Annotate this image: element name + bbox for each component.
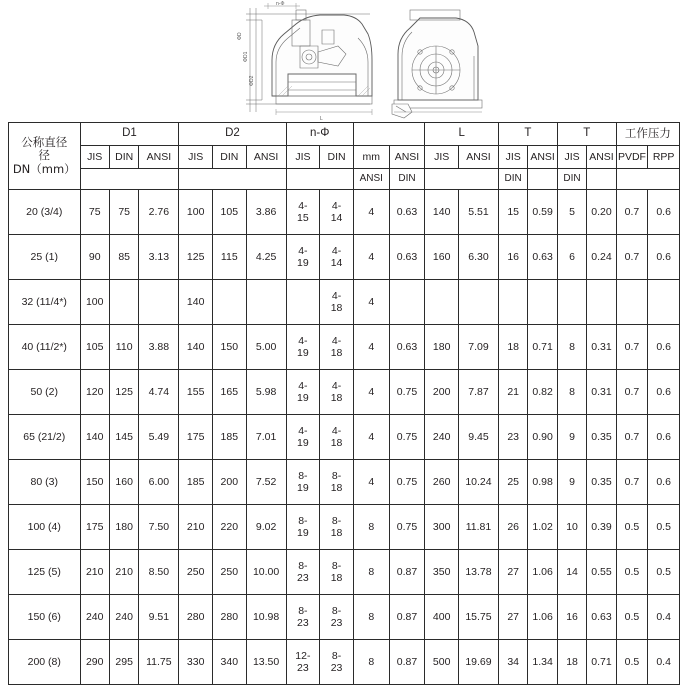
cell-l-ansi: 19.69	[459, 640, 499, 685]
cell-d2-ansi: 4.25	[246, 235, 286, 280]
cell-mm: 8	[353, 550, 389, 595]
cell-pvdf: 0.5	[616, 595, 648, 640]
cell-mm: 4	[353, 415, 389, 460]
header-t2-jis: JIS	[557, 146, 586, 169]
cell-d2-jis: 330	[179, 640, 213, 685]
header-t1: T	[498, 123, 557, 146]
cell-t2-jis: 8	[557, 325, 586, 370]
cell-pvdf: 0.5	[616, 640, 648, 685]
cell-d2-ansi: 5.00	[246, 325, 286, 370]
header-d2: D2	[179, 123, 286, 146]
cell-d2-ansi: 9.02	[246, 505, 286, 550]
cell-t2-ansi: 0.39	[587, 505, 616, 550]
cell-dn: 32 (11/4*)	[9, 280, 81, 325]
cell-d1-jis: 175	[80, 505, 109, 550]
cell-l-jis: 200	[425, 370, 459, 415]
cell-t1-jis: 27	[498, 595, 527, 640]
cell-d1-din: 110	[109, 325, 138, 370]
cell-d1-ansi: 2.76	[139, 190, 179, 235]
cell-t1-jis: 25	[498, 460, 527, 505]
cell-d1-ansi: 9.51	[139, 595, 179, 640]
table-row	[9, 595, 680, 640]
header-working-pressure: 工作压力	[616, 123, 679, 146]
cell-mm-ansi: 0.87	[389, 595, 425, 640]
table-row	[9, 460, 680, 505]
table-row	[9, 550, 680, 595]
cell-t2-ansi: 0.24	[587, 235, 616, 280]
cell-t2-ansi	[587, 280, 616, 325]
cell-t2-jis: 9	[557, 415, 586, 460]
cell-nphi-jis: 4- 19	[286, 325, 320, 370]
header-nphi-blank	[286, 169, 353, 190]
cell-rpp: 0.5	[648, 505, 680, 550]
header-l-jis: JIS	[425, 146, 459, 169]
header-nphi: n-Φ	[286, 123, 353, 146]
header-subrow-2	[9, 169, 680, 190]
cell-d2-ansi: 13.50	[246, 640, 286, 685]
cell-d2-din: 250	[212, 550, 246, 595]
cell-d1-jis: 90	[80, 235, 109, 280]
cell-rpp: 0.6	[648, 235, 680, 280]
cell-t1-jis: 15	[498, 190, 527, 235]
technical-drawing	[0, 0, 688, 122]
cell-rpp: 0.6	[648, 460, 680, 505]
cell-dn: 150 (6)	[9, 595, 81, 640]
cell-d1-jis: 105	[80, 325, 109, 370]
cell-d2-ansi: 10.98	[246, 595, 286, 640]
cell-mm-ansi: 0.63	[389, 325, 425, 370]
header-l-blank	[425, 169, 499, 190]
cell-d1-ansi	[139, 280, 179, 325]
cell-mm: 4	[353, 190, 389, 235]
cell-d1-din: 75	[109, 190, 138, 235]
cell-t1-jis: 27	[498, 550, 527, 595]
header-t2-sub: DIN	[557, 169, 586, 190]
cell-nphi-jis: 8- 23	[286, 550, 320, 595]
header-nphi-din: DIN	[320, 146, 354, 169]
cell-t1-ansi: 1.34	[528, 640, 557, 685]
cell-rpp: 0.5	[648, 550, 680, 595]
dim-label-l: L	[320, 116, 323, 122]
header-pvdf: PVDF	[616, 146, 648, 169]
cell-l-jis: 300	[425, 505, 459, 550]
cell-l-ansi: 15.75	[459, 595, 499, 640]
specification-table	[8, 122, 680, 685]
cell-pvdf: 0.7	[616, 235, 648, 280]
cell-mm: 8	[353, 505, 389, 550]
cell-t2-jis: 5	[557, 190, 586, 235]
cell-l-jis: 140	[425, 190, 459, 235]
cell-t2-ansi: 0.31	[587, 370, 616, 415]
cell-l-ansi: 10.24	[459, 460, 499, 505]
cell-l-ansi: 11.81	[459, 505, 499, 550]
cell-mm: 4	[353, 235, 389, 280]
cell-d1-din: 240	[109, 595, 138, 640]
cell-d2-jis: 175	[179, 415, 213, 460]
cell-mm: 4	[353, 325, 389, 370]
header-t2: T	[557, 123, 616, 146]
cell-d2-ansi: 5.98	[246, 370, 286, 415]
cell-l-jis: 500	[425, 640, 459, 685]
cell-nphi-din: 4- 18	[320, 415, 354, 460]
cell-d2-din: 340	[212, 640, 246, 685]
cell-t1-ansi: 0.82	[528, 370, 557, 415]
cell-rpp: 0.6	[648, 325, 680, 370]
cell-t2-jis: 16	[557, 595, 586, 640]
cell-l-ansi: 6.30	[459, 235, 499, 280]
cell-l-jis: 180	[425, 325, 459, 370]
dim-label-d2: ΦD2	[249, 75, 255, 86]
cell-rpp: 0.6	[648, 370, 680, 415]
cell-t2-ansi: 0.35	[587, 460, 616, 505]
cell-t2-ansi: 0.71	[587, 640, 616, 685]
cell-t1-jis: 34	[498, 640, 527, 685]
cell-t1-ansi: 0.71	[528, 325, 557, 370]
table-row	[9, 235, 680, 280]
cell-nphi-din: 8- 18	[320, 505, 354, 550]
cell-nphi-jis: 8- 19	[286, 505, 320, 550]
cell-d2-ansi: 10.00	[246, 550, 286, 595]
cell-d2-din: 150	[212, 325, 246, 370]
cell-nphi-jis: 8- 23	[286, 595, 320, 640]
cell-d1-din: 180	[109, 505, 138, 550]
header-subrow	[9, 146, 680, 169]
cell-d1-ansi: 3.13	[139, 235, 179, 280]
header-nphi-jis: JIS	[286, 146, 320, 169]
cell-l-ansi	[459, 280, 499, 325]
cell-nphi-jis	[286, 280, 320, 325]
cell-dn: 100 (4)	[9, 505, 81, 550]
cell-dn: 50 (2)	[9, 370, 81, 415]
header-l-ansi: ANSI	[459, 146, 499, 169]
cell-d2-jis: 250	[179, 550, 213, 595]
cell-mm: 4	[353, 280, 389, 325]
cell-rpp: 0.4	[648, 640, 680, 685]
cell-l-ansi: 7.09	[459, 325, 499, 370]
header-mm-ansi: ANSI	[389, 146, 425, 169]
cell-d1-din: 145	[109, 415, 138, 460]
cell-d1-ansi: 5.49	[139, 415, 179, 460]
valve-drawing-svg	[0, 0, 688, 122]
cell-t2-jis: 14	[557, 550, 586, 595]
cell-t1-jis: 21	[498, 370, 527, 415]
cell-t1-ansi: 1.06	[528, 550, 557, 595]
cell-nphi-jis: 4- 19	[286, 235, 320, 280]
cell-d2-din: 105	[212, 190, 246, 235]
cell-pvdf: 0.5	[616, 550, 648, 595]
table-header	[9, 123, 680, 190]
cell-t2-jis: 6	[557, 235, 586, 280]
cell-nphi-din: 4- 14	[320, 235, 354, 280]
cell-dn: 125 (5)	[9, 550, 81, 595]
cell-d2-jis: 210	[179, 505, 213, 550]
header-row-group	[9, 123, 680, 146]
cell-d1-ansi: 7.50	[139, 505, 179, 550]
cell-t1-ansi: 0.98	[528, 460, 557, 505]
cell-rpp	[648, 280, 680, 325]
cell-t2-jis: 8	[557, 370, 586, 415]
cell-d1-din	[109, 280, 138, 325]
cell-t2-jis: 9	[557, 460, 586, 505]
table-row	[9, 415, 680, 460]
header-d2-jis: JIS	[179, 146, 213, 169]
cell-dn: 25 (1)	[9, 235, 81, 280]
cell-d1-jis: 210	[80, 550, 109, 595]
cell-d1-din: 125	[109, 370, 138, 415]
cell-d1-jis: 150	[80, 460, 109, 505]
cell-d2-jis: 280	[179, 595, 213, 640]
cell-d2-jis: 140	[179, 280, 213, 325]
cell-mm: 8	[353, 595, 389, 640]
cell-mm-ansi: 0.75	[389, 460, 425, 505]
cell-d1-ansi: 6.00	[139, 460, 179, 505]
cell-t2-ansi: 0.31	[587, 325, 616, 370]
cell-nphi-din: 8- 23	[320, 640, 354, 685]
header-d2-din: DIN	[212, 146, 246, 169]
cell-t1-jis: 18	[498, 325, 527, 370]
cell-mm-ansi: 0.63	[389, 235, 425, 280]
cell-t1-ansi: 0.90	[528, 415, 557, 460]
header-t1-jis: JIS	[498, 146, 527, 169]
cell-d2-din: 220	[212, 505, 246, 550]
cell-t1-ansi: 0.63	[528, 235, 557, 280]
cell-l-ansi: 5.51	[459, 190, 499, 235]
cell-pvdf	[616, 280, 648, 325]
cell-d2-jis: 125	[179, 235, 213, 280]
table-row	[9, 640, 680, 685]
dim-label-d: ΦD	[237, 32, 243, 40]
cell-t2-jis: 10	[557, 505, 586, 550]
cell-d1-jis: 75	[80, 190, 109, 235]
cell-d1-jis: 290	[80, 640, 109, 685]
table-body	[9, 190, 680, 685]
table-row	[9, 190, 680, 235]
cell-rpp: 0.4	[648, 595, 680, 640]
cell-d2-jis: 185	[179, 460, 213, 505]
cell-l-ansi: 7.87	[459, 370, 499, 415]
cell-mm: 4	[353, 370, 389, 415]
cell-d2-din: 165	[212, 370, 246, 415]
cell-d1-jis: 240	[80, 595, 109, 640]
cell-t2-jis	[557, 280, 586, 325]
header-l-sub: DIN	[389, 169, 425, 190]
header-dn: 公称直径 径 DN（mm）	[9, 123, 81, 190]
cell-l-jis: 240	[425, 415, 459, 460]
cell-d1-ansi: 8.50	[139, 550, 179, 595]
header-l: L	[425, 123, 499, 146]
cell-d1-jis: 120	[80, 370, 109, 415]
cell-d1-din: 210	[109, 550, 138, 595]
cell-d1-jis: 100	[80, 280, 109, 325]
cell-t1-jis: 26	[498, 505, 527, 550]
header-mm-sub: ANSI	[353, 169, 389, 190]
cell-d2-din: 280	[212, 595, 246, 640]
cell-rpp: 0.6	[648, 190, 680, 235]
cell-d1-ansi: 3.88	[139, 325, 179, 370]
cell-l-jis: 400	[425, 595, 459, 640]
cell-t2-ansi: 0.55	[587, 550, 616, 595]
cell-nphi-jis: 4- 19	[286, 415, 320, 460]
cell-d2-ansi: 7.52	[246, 460, 286, 505]
cell-t1-ansi: 1.02	[528, 505, 557, 550]
cell-t1-ansi	[528, 280, 557, 325]
cell-d2-ansi	[246, 280, 286, 325]
cell-d1-din: 85	[109, 235, 138, 280]
cell-t1-jis: 23	[498, 415, 527, 460]
cell-pvdf: 0.7	[616, 190, 648, 235]
cell-d2-din: 200	[212, 460, 246, 505]
cell-mm-ansi: 0.63	[389, 190, 425, 235]
cell-mm: 8	[353, 640, 389, 685]
cell-t2-ansi: 0.20	[587, 190, 616, 235]
cell-t1-jis	[498, 280, 527, 325]
cell-d1-jis: 140	[80, 415, 109, 460]
header-spacer-mm	[353, 123, 425, 146]
cell-nphi-jis: 4- 19	[286, 370, 320, 415]
cell-mm-ansi: 0.87	[389, 640, 425, 685]
header-t1-sub: DIN	[498, 169, 527, 190]
cell-t1-jis: 16	[498, 235, 527, 280]
cell-l-jis: 260	[425, 460, 459, 505]
cell-l-jis: 160	[425, 235, 459, 280]
dim-label-nphi: n-Φ	[276, 1, 285, 7]
cell-t2-jis: 18	[557, 640, 586, 685]
cell-d2-din: 185	[212, 415, 246, 460]
cell-mm-ansi: 0.75	[389, 415, 425, 460]
header-d1-ansi: ANSI	[139, 146, 179, 169]
cell-d2-ansi: 7.01	[246, 415, 286, 460]
cell-dn: 65 (21/2)	[9, 415, 81, 460]
cell-nphi-din: 4- 18	[320, 280, 354, 325]
header-d1-jis: JIS	[80, 146, 109, 169]
cell-d2-din: 115	[212, 235, 246, 280]
cell-nphi-din: 8- 18	[320, 550, 354, 595]
cell-rpp: 0.6	[648, 415, 680, 460]
dim-label-d1: ΦD1	[243, 51, 249, 62]
header-t2-blank	[587, 169, 616, 190]
header-mm: mm	[353, 146, 389, 169]
cell-d2-jis: 140	[179, 325, 213, 370]
cell-nphi-jis: 4- 15	[286, 190, 320, 235]
cell-dn: 80 (3)	[9, 460, 81, 505]
table-row	[9, 280, 680, 325]
cell-l-jis	[425, 280, 459, 325]
cell-nphi-din: 8- 23	[320, 595, 354, 640]
cell-t2-ansi: 0.63	[587, 595, 616, 640]
header-d2-blank	[179, 169, 286, 190]
cell-nphi-jis: 12- 23	[286, 640, 320, 685]
cell-mm-ansi: 0.75	[389, 370, 425, 415]
cell-dn: 40 (11/2*)	[9, 325, 81, 370]
header-t1-blank	[528, 169, 557, 190]
cell-nphi-din: 8- 18	[320, 460, 354, 505]
cell-d1-din: 295	[109, 640, 138, 685]
table-row	[9, 370, 680, 415]
cell-d2-din	[212, 280, 246, 325]
header-pressure-blank	[616, 169, 679, 190]
cell-t2-ansi: 0.35	[587, 415, 616, 460]
cell-d2-ansi: 3.86	[246, 190, 286, 235]
cell-mm: 4	[353, 460, 389, 505]
header-d1: D1	[80, 123, 179, 146]
cell-l-ansi: 9.45	[459, 415, 499, 460]
cell-d2-jis: 100	[179, 190, 213, 235]
specification-table-wrapper	[8, 122, 680, 685]
cell-mm-ansi: 0.75	[389, 505, 425, 550]
header-t2-ansi: ANSI	[587, 146, 616, 169]
cell-mm-ansi: 0.87	[389, 550, 425, 595]
cell-t1-ansi: 0.59	[528, 190, 557, 235]
cell-t1-ansi: 1.06	[528, 595, 557, 640]
cell-nphi-jis: 8- 19	[286, 460, 320, 505]
table-row	[9, 505, 680, 550]
table-row	[9, 325, 680, 370]
cell-nphi-din: 4- 18	[320, 370, 354, 415]
header-d2-ansi: ANSI	[246, 146, 286, 169]
cell-l-ansi: 13.78	[459, 550, 499, 595]
cell-d1-ansi: 4.74	[139, 370, 179, 415]
header-t1-ansi: ANSI	[528, 146, 557, 169]
cell-pvdf: 0.7	[616, 325, 648, 370]
cell-pvdf: 0.5	[616, 505, 648, 550]
header-d1-din: DIN	[109, 146, 138, 169]
cell-pvdf: 0.7	[616, 415, 648, 460]
cell-mm-ansi	[389, 280, 425, 325]
cell-dn: 200 (8)	[9, 640, 81, 685]
cell-pvdf: 0.7	[616, 460, 648, 505]
cell-dn: 20 (3/4)	[9, 190, 81, 235]
cell-d1-ansi: 11.75	[139, 640, 179, 685]
cell-nphi-din: 4- 18	[320, 325, 354, 370]
header-d1-blank	[80, 169, 179, 190]
cell-l-jis: 350	[425, 550, 459, 595]
cell-d2-jis: 155	[179, 370, 213, 415]
cell-nphi-din: 4- 14	[320, 190, 354, 235]
header-rpp: RPP	[648, 146, 680, 169]
cell-d1-din: 160	[109, 460, 138, 505]
cell-pvdf: 0.7	[616, 370, 648, 415]
